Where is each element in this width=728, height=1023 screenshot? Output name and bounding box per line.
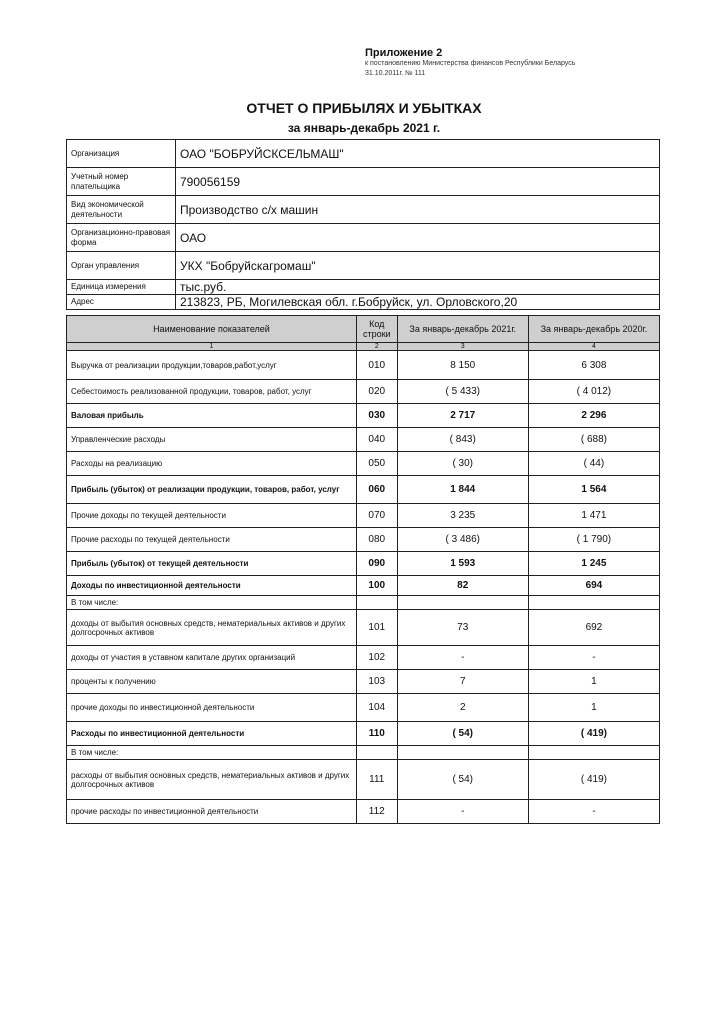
indicator-name-cell: прочие расходы по инвестиционной деятельности bbox=[67, 800, 357, 824]
indicator-name-cell: Доходы по инвестиционной деятельности bbox=[67, 576, 357, 596]
info-label: Адрес bbox=[67, 295, 176, 310]
indicator-name-cell: Прочие доходы по текущей деятельности bbox=[67, 504, 357, 528]
indicator-name-cell: доходы от участия в уставном капитале других организаций bbox=[67, 646, 357, 670]
info-value: Производство с/х машин bbox=[176, 196, 660, 224]
row-code-cell bbox=[356, 596, 397, 610]
info-label: Вид экономической деятельности bbox=[67, 196, 176, 224]
column-number: 4 bbox=[528, 343, 659, 351]
table-row bbox=[67, 576, 660, 596]
value-2020-cell bbox=[528, 596, 659, 610]
value-2021-cell: - bbox=[397, 800, 528, 824]
info-value: ОАО "БОБРУЙСКСЕЛЬМАШ" bbox=[176, 140, 660, 168]
indicator-name-cell: Прочие расходы по текущей деятельности bbox=[67, 528, 357, 552]
table-row bbox=[67, 504, 660, 528]
value-2020-cell: - bbox=[528, 800, 659, 824]
info-row bbox=[67, 196, 660, 224]
header-period-2020: За январь-декабрь 2020г. bbox=[528, 316, 659, 343]
column-number: 2 bbox=[356, 343, 397, 351]
value-2021-cell: ( 5 433) bbox=[397, 380, 528, 404]
row-code-cell: 010 bbox=[356, 351, 397, 380]
table-row bbox=[67, 694, 660, 722]
indicator-name-cell: Расходы по инвестиционной деятельности bbox=[67, 722, 357, 746]
info-row bbox=[67, 168, 660, 196]
table-row bbox=[67, 476, 660, 504]
value-2021-cell: ( 3 486) bbox=[397, 528, 528, 552]
value-2021-cell: ( 54) bbox=[397, 722, 528, 746]
row-code-cell: 102 bbox=[356, 646, 397, 670]
info-value: 213823, РБ, Могилевская обл. г.Бобруйск, ул. Орловского,20 bbox=[176, 295, 660, 310]
value-2021-cell: - bbox=[397, 646, 528, 670]
column-number: 3 bbox=[397, 343, 528, 351]
table-row bbox=[67, 452, 660, 476]
info-label: Орган управления bbox=[67, 252, 176, 280]
organization-info-table bbox=[66, 139, 660, 310]
header-row-code: Код строки bbox=[356, 316, 397, 343]
value-2020-cell: 1 564 bbox=[528, 476, 659, 504]
info-label: Организационно-правовая форма bbox=[67, 224, 176, 252]
profit-loss-table bbox=[66, 315, 660, 824]
indicator-name-cell: расходы от выбытия основных средств, нематериальных активов и других долгосрочных активов bbox=[67, 760, 357, 800]
value-2020-cell: ( 688) bbox=[528, 428, 659, 452]
row-code-cell: 040 bbox=[356, 428, 397, 452]
indicator-name-cell: Прибыль (убыток) от текущей деятельности bbox=[67, 552, 357, 576]
row-code-cell: 090 bbox=[356, 552, 397, 576]
row-code-cell: 030 bbox=[356, 404, 397, 428]
row-code-cell: 111 bbox=[356, 760, 397, 800]
info-row bbox=[67, 224, 660, 252]
report-period: за январь-декабрь 2021 г. bbox=[287, 121, 441, 135]
row-code-cell: 112 bbox=[356, 800, 397, 824]
table-row bbox=[67, 746, 660, 760]
value-2021-cell: ( 30) bbox=[397, 452, 528, 476]
info-value: ОАО bbox=[176, 224, 660, 252]
indicator-name-cell: Валовая прибыль bbox=[67, 404, 357, 428]
value-2021-cell: 8 150 bbox=[397, 351, 528, 380]
value-2020-cell: 1 245 bbox=[528, 552, 659, 576]
value-2020-cell: 6 308 bbox=[528, 351, 659, 380]
value-2020-cell: ( 1 790) bbox=[528, 528, 659, 552]
value-2021-cell: 7 bbox=[397, 670, 528, 694]
indicator-name-cell: Себестоимость реализованной продукции, товаров, работ, услуг bbox=[67, 380, 357, 404]
indicator-name-cell: проценты к получению bbox=[67, 670, 357, 694]
info-value: тыс.руб. bbox=[176, 280, 660, 295]
row-code-cell: 104 bbox=[356, 694, 397, 722]
table-row bbox=[67, 610, 660, 646]
info-row bbox=[67, 280, 660, 295]
value-2021-cell: 73 bbox=[397, 610, 528, 646]
table-row bbox=[67, 596, 660, 610]
indicator-name-cell: В том числе: bbox=[67, 596, 357, 610]
row-code-cell: 103 bbox=[356, 670, 397, 694]
value-2021-cell: 2 bbox=[397, 694, 528, 722]
value-2021-cell: 1 593 bbox=[397, 552, 528, 576]
report-title: ОТЧЕТ О ПРИБЫЛЯХ И УБЫТКАХ bbox=[246, 100, 482, 116]
row-code-cell: 101 bbox=[356, 610, 397, 646]
value-2021-cell: 3 235 bbox=[397, 504, 528, 528]
value-2020-cell: 1 bbox=[528, 670, 659, 694]
row-code-cell: 060 bbox=[356, 476, 397, 504]
value-2021-cell bbox=[397, 746, 528, 760]
info-row bbox=[67, 140, 660, 168]
value-2021-cell: 82 bbox=[397, 576, 528, 596]
indicator-name-cell: прочие доходы по инвестиционной деятельности bbox=[67, 694, 357, 722]
row-code-cell: 050 bbox=[356, 452, 397, 476]
table-row bbox=[67, 528, 660, 552]
info-value: УКХ "Бобруйскагромаш" bbox=[176, 252, 660, 280]
value-2021-cell: ( 54) bbox=[397, 760, 528, 800]
appendix-title: Приложение 2 bbox=[365, 47, 443, 59]
value-2020-cell: ( 419) bbox=[528, 760, 659, 800]
table-row bbox=[67, 670, 660, 694]
appendix-reference: к постановлению Министерства финансов Республики Беларусь bbox=[365, 60, 576, 67]
appendix-date: 31.10.2011г. № 111 bbox=[365, 70, 426, 77]
value-2020-cell: - bbox=[528, 646, 659, 670]
appendix-block bbox=[365, 47, 705, 79]
value-2020-cell: 1 bbox=[528, 694, 659, 722]
info-label: Учетный номер плательщика bbox=[67, 168, 176, 196]
table-row bbox=[67, 428, 660, 452]
indicator-name-cell: Выручка от реализации продукции,товаров,работ,услуг bbox=[67, 351, 357, 380]
row-code-cell: 080 bbox=[356, 528, 397, 552]
table-row bbox=[67, 380, 660, 404]
value-2021-cell: 1 844 bbox=[397, 476, 528, 504]
indicator-name-cell: Расходы на реализацию bbox=[67, 452, 357, 476]
value-2020-cell: 1 471 bbox=[528, 504, 659, 528]
header-indicator-name: Наименование показателей bbox=[67, 316, 357, 343]
value-2020-cell: ( 419) bbox=[528, 722, 659, 746]
info-label: Единица измерения bbox=[67, 280, 176, 295]
table-row bbox=[67, 646, 660, 670]
row-code-cell: 070 bbox=[356, 504, 397, 528]
row-code-cell bbox=[356, 746, 397, 760]
info-value: 790056159 bbox=[176, 168, 660, 196]
value-2021-cell bbox=[397, 596, 528, 610]
table-row bbox=[67, 800, 660, 824]
info-row bbox=[67, 295, 660, 310]
table-row bbox=[67, 552, 660, 576]
value-2020-cell: 694 bbox=[528, 576, 659, 596]
column-number: 1 bbox=[67, 343, 357, 351]
indicator-name-cell: Управленческие расходы bbox=[67, 428, 357, 452]
info-row bbox=[67, 252, 660, 280]
value-2020-cell: 692 bbox=[528, 610, 659, 646]
table-row bbox=[67, 760, 660, 800]
row-code-cell: 110 bbox=[356, 722, 397, 746]
indicator-name-cell: доходы от выбытия основных средств, нематериальных активов и других долгосрочных активов bbox=[67, 610, 357, 646]
value-2020-cell: ( 44) bbox=[528, 452, 659, 476]
value-2020-cell: ( 4 012) bbox=[528, 380, 659, 404]
info-label: Организация bbox=[67, 140, 176, 168]
row-code-cell: 020 bbox=[356, 380, 397, 404]
indicator-name-cell: Прибыль (убыток) от реализации продукции, товаров, работ, услуг bbox=[67, 476, 357, 504]
value-2021-cell: ( 843) bbox=[397, 428, 528, 452]
indicator-name-cell: В том числе: bbox=[67, 746, 357, 760]
table-row bbox=[67, 351, 660, 380]
value-2020-cell bbox=[528, 746, 659, 760]
row-code-cell: 100 bbox=[356, 576, 397, 596]
table-row bbox=[67, 722, 660, 746]
table-row bbox=[67, 404, 660, 428]
value-2021-cell: 2 717 bbox=[397, 404, 528, 428]
value-2020-cell: 2 296 bbox=[528, 404, 659, 428]
header-period-2021: За январь-декабрь 2021г. bbox=[397, 316, 528, 343]
